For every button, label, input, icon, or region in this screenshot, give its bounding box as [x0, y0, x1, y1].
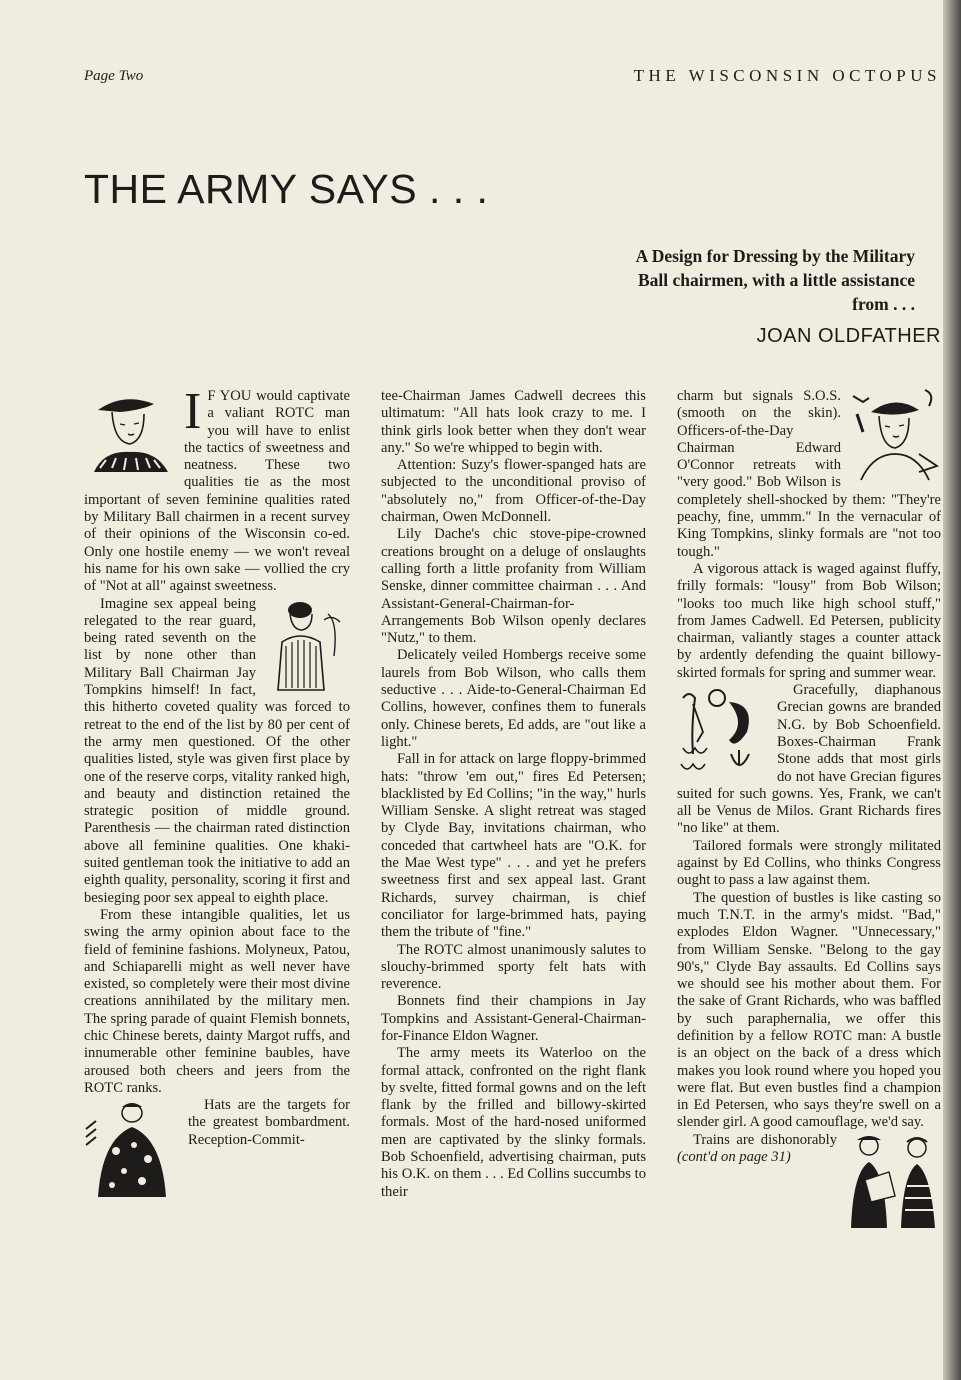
woman-with-feathered-hat-illustration — [849, 388, 941, 482]
col2-paragraph-8: The army meets its Waterloo on the formal attack, confronted on the right flank by svelte, fitted formal gowns and on the left flank by the frilled and billowy-skirted formals. Most of the hard-nosed uniformed men are captivated by the slinky formals. Bob Schoenfield, advertising chairman, puts his O.K. on them . . . Ed Collins succumbs to their — [381, 1045, 646, 1200]
col3-paragraph-4: Tailored formals were strongly militated against by Ed Collins, who thinks Congress ought to pass a law against them. — [677, 837, 941, 889]
article-headline: THE ARMY SAYS . . . — [84, 166, 489, 212]
man-in-striped-suit-illustration — [264, 596, 350, 692]
article-subhead: A Design for Dressing by the Military Ball chairmen, with a little assistance from . . . — [635, 246, 915, 314]
col1-paragraph-2: Imagine sex appeal being relegated to the rear guard, being rated seventh on the list by none other than Military Ball Chairman Jay Tompkins himself! In fact, this hitherto coveted quality was forced to retreat to the end of the list by 80 per cent of the army men questioned. Of the other qualities listed, style was given first place by one of the reserve corps, vitality ranked high, and beauty and distinction retained the strategic position of middle ground. Parenthesis — the chairman rated distinction above all feminine qualities. One khaki-suited gentleman took the initiative to add an eighth quality, personality, scoring it first and besieging poor sex appeal to eighth place. — [84, 595, 350, 906]
col2-paragraph-2: Attention: Suzy's flower-spanged hats are subjected to the unconditional proviso of "absolutely no," from Officer-of-the-Day chairman, Owen McDonnell. — [381, 457, 646, 526]
col2-paragraph-1: tee-Chairman James Cadwell decrees this ultimatum: "All hats look crazy to me. I think girls look better when they don't wear any." So we're whipped to begin with. — [381, 388, 646, 456]
article-byline: JOAN OLDFATHER — [756, 325, 941, 347]
col2-paragraph-4: Delicately veiled Hombergs receive some laurels from Bob Wilson, who calls them seductive . . . Aide-to-General-Chairman Ed Collins, however, confines them to funerals only. Chinese berets, Ed adds, are "out like a light." — [381, 647, 646, 750]
col3-paragraph-1: charm but signals S.O.S. (smooth on the skin). Officers-of-the-Day Chairman Edward O'Connor retreats with "very good." Bob Wilson is completely shell-shocked by them: "They're peachy, fine, ummm." In the vernacular of King Tompkins, slinky formals are "not too tough." — [677, 388, 941, 560]
woman-in-floral-dress-illustration — [84, 1099, 180, 1199]
article-column-1 — [84, 383, 350, 1201]
col2-paragraph-7: Bonnets find their champions in Jay Tompkins and Assistant-General-Chairman-for-Finance Eldon Wagner. — [381, 993, 646, 1044]
woman-in-hat-illustration — [84, 390, 176, 476]
col3-paragraph-5: The question of bustles is like casting so much T.N.T. in the army's midst. "Bad," explodes Eldon Wagner. "Unnecessary," from William Senske. "Belong to the gay 90's," Clyde Bay assaults. Ed Collins says we should see his mother about them. For the sake of Grant Richards, who was baffled by such paraphernalia, we offer this definition by a fellow ROTC man: A bustle is an object on the back of a dress which makes you look round where you hoped you were flat. But even bustles find a champion in Ed Petersen, who says they're swell on a slender girl. A good camouflage, we'd say. — [677, 889, 941, 1131]
article-column-2 — [381, 388, 646, 1201]
col3-paragraph-6-text: Trains are dishonorably — [693, 1131, 837, 1148]
col3-paragraph-2: A vigorous attack is waged against fluffy, frilly formals: "lousy" from Bob Wilson; "looks too much like high school stuff," from James Cadwell. Ed Petersen, publicity chairman, valiantly stages a counter attack by ardently defending the quaint billowy-skirted formals for spring and summer wear. — [677, 560, 941, 681]
col1-paragraph-1: F YOU would captivate a valiant ROTC man you will have to enlist the tactics of sweetness and neatness. These two qualities tie as the most important of seven feminine qualities rated by Military Ball chairmen in a recent survey of their opinions of the Wisconsin co-ed. Only one hostile enemy — we won't reveal his name for his own sake — vollied the cry of "Not at all" against sweetness. — [84, 388, 350, 595]
drop-cap-letter: I — [184, 383, 202, 440]
col2-paragraph-6: The ROTC almost unanimously salutes to slouchy-brimmed sporty felt hats with reverence. — [381, 941, 646, 993]
article-column-3 — [677, 388, 941, 1232]
continued-on-page-link[interactable]: (cont'd on page 31) — [677, 1149, 791, 1166]
accessories-sketch-illustration — [677, 684, 769, 780]
col3-paragraph-3: Gracefully, diaphanous Grecian gowns are branded N.G. by Bob Schoenfield. Boxes-Chairman Frank Stone adds that most girls do not have Grecian figures suited for such gowns. Yes, Frank, we can't all be Venus de Milos. Grant Richards fires "no like" at them. — [677, 682, 941, 837]
col1-paragraph-3: From these intangible qualities, let us swing the army opinion about face to the field of feminine fashions. Molyneux, Patou, and Schiaparelli might as well never have existed, so completely were their most divine creations annihilated by the military men. The spring parade of quaint Flemish bonnets, chic Chinese berets, dainty Margot ruffs, and innumerable other feminine baubles, have aroused both cheers and jeers from the ROTC ranks. — [84, 906, 350, 1096]
col2-paragraph-5: Fall in for attack on large floppy-brimmed hats: "throw 'em out," fires Ed Petersen; blacklisted by Ed Collins; "in the way," hurls William Senske. A slight retreat was staged by Clyde Bay, invitations chairman, who conceded that cartwheel hats are "O.K. for the Mae West type" . . . and yet he prefers sweetness first and sex appeal last. Grant Richards, survey chairman, is chief conciliator for large-brimmed hats, paying them the tribute of "fine." — [381, 751, 646, 941]
col1-paragraph-4: Hats are the targets for the greatest bombardment. Reception-Commit- — [188, 1097, 350, 1148]
col2-paragraph-3: Lily Dache's chic stove-pipe-crowned creations brought on a deluge of onslaughts calling forth a little profanity from William Senske, dinner committee chairman . . . And Assistant-General-Chairman-for-Arrangements Bob Wilson openly declares "Nutz," to them. — [381, 526, 646, 647]
page-edge-shadow — [943, 0, 961, 1380]
page-number-label: Page Two — [84, 68, 144, 84]
magazine-title: THE WISCONSIN OCTOPUS — [633, 66, 941, 85]
two-figures-illustration — [845, 1132, 941, 1230]
